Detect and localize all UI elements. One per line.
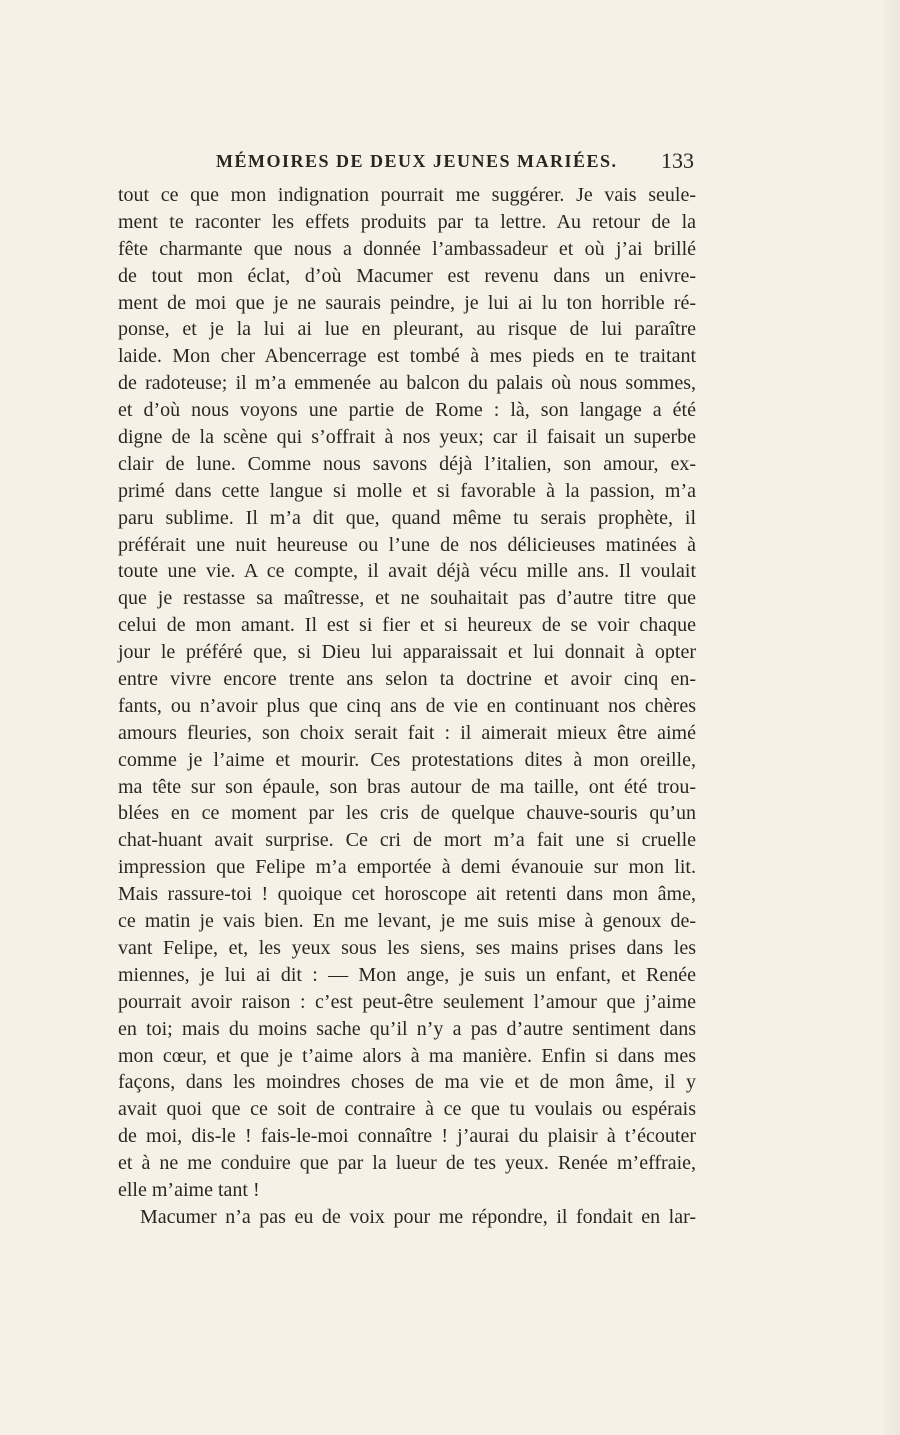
text-line: que je restasse sa maîtresse, et ne souhaitait pas d’autre titre que xyxy=(118,587,696,610)
text-line: amours fleuries, son choix serait fait : il aimerait mieux être aimé xyxy=(118,721,696,744)
text-line: entre vivre encore trente ans selon ta doctrine et avoir cinq en- xyxy=(118,668,696,691)
text-line: jour le préféré que, si Dieu lui apparaissait et lui donnait à opter xyxy=(118,641,696,664)
text-line: toute une vie. A ce compte, il avait déjà vécu mille ans. Il voulait xyxy=(118,560,696,583)
text-line: en toi; mais du moins sache qu’il n’y a pas d’autre sentiment dans xyxy=(118,1017,696,1040)
text-line: préférait une nuit heureuse ou l’une de nos délicieuses matinées à xyxy=(118,533,696,556)
text-line: mon cœur, et que je t’aime alors à ma manière. Enfin si dans mes xyxy=(118,1044,696,1067)
page-edge xyxy=(883,0,900,1435)
body-text xyxy=(118,182,696,1231)
text-line: chat-huant avait surprise. Ce cri de mort m’a fait une si cruelle xyxy=(118,829,696,852)
text-line: ment de moi que je ne saurais peindre, je lui ai lu ton horrible ré- xyxy=(118,291,696,314)
text-line: clair de lune. Comme nous savons déjà l’italien, son amour, ex- xyxy=(118,452,696,475)
text-line: pourrait avoir raison : c’est peut-être seulement l’amour que j’aime xyxy=(118,990,696,1013)
text-line: façons, dans les moindres choses de ma vie et de mon âme, il y xyxy=(118,1071,696,1094)
text-line: ponse, et je la lui ai lue en pleurant, au risque de lui paraître xyxy=(118,318,696,341)
text-line: miennes, je lui ai dit : — Mon ange, je suis un enfant, et Renée xyxy=(118,963,696,986)
text-line: laide. Mon cher Abencerrage est tombé à mes pieds en te traitant xyxy=(118,345,696,368)
text-line: de tout mon éclat, d’où Macumer est revenu dans un enivre- xyxy=(118,264,696,287)
text-line: Mais rassure-toi ! quoique cet horoscope ait retenti dans mon âme, xyxy=(118,883,696,906)
text-line: et à ne me conduire que par la lueur de tes yeux. Renée m’effraie, xyxy=(118,1152,696,1175)
text-line: celui de mon amant. Il est si fier et si heureux de se voir chaque xyxy=(118,614,696,637)
text-line: et d’où nous voyons une partie de Rome : là, son langage a été xyxy=(118,399,696,422)
text-line: impression que Felipe m’a emportée à demi évanouie sur mon lit. xyxy=(118,856,696,879)
text-line: comme je l’aime et mourir. Ces protestations dites à mon oreille, xyxy=(118,748,696,771)
text-line: paru sublime. Il m’a dit que, quand même tu serais prophète, il xyxy=(118,506,696,529)
text-line: fants, ou n’avoir plus que cinq ans de vie en continuant nos chères xyxy=(118,694,696,717)
text-line: digne de la scène qui s’offrait à nos yeux; car il faisait un superbe xyxy=(118,426,696,449)
text-line: ce matin je vais bien. En me levant, je me suis mise à genoux de- xyxy=(118,910,696,933)
text-line: blées en ce moment par les cris de quelque chauve-souris qu’un xyxy=(118,802,696,825)
text-line: de radoteuse; il m’a emmenée au balcon du palais où nous sommes, xyxy=(118,372,696,395)
running-title: MÉMOIRES DE DEUX JEUNES MARIÉES. xyxy=(216,151,618,171)
text-line: de moi, dis-le ! fais-le-moi connaître ! j’aurai du plaisir à t’écouter xyxy=(118,1125,696,1148)
text-line: elle m’aime tant ! xyxy=(118,1178,260,1201)
text-line: vant Felipe, et, les yeux sous les siens, ses mains prises dans les xyxy=(118,936,696,959)
text-line: Macumer n’a pas eu de voix pour me répondre, il fondait en lar- xyxy=(140,1205,696,1228)
text-line: ma tête sur son épaule, son bras autour de ma taille, ont été trou- xyxy=(118,775,696,798)
text-line: avait quoi que ce soit de contraire à ce que tu voulais ou espérais xyxy=(118,1098,696,1121)
running-head xyxy=(216,150,694,178)
text-line: fête charmante que nous a donnée l’ambassadeur et où j’ai brillé xyxy=(118,237,696,260)
text-line: tout ce que mon indignation pourrait me suggérer. Je vais seule- xyxy=(118,184,696,206)
text-line: ment te raconter les effets produits par ta lettre. Au retour de la xyxy=(118,210,696,233)
text-line: primé dans cette langue si molle et si favorable à la passion, m’a xyxy=(118,479,696,502)
page-number: 133 xyxy=(661,148,694,173)
